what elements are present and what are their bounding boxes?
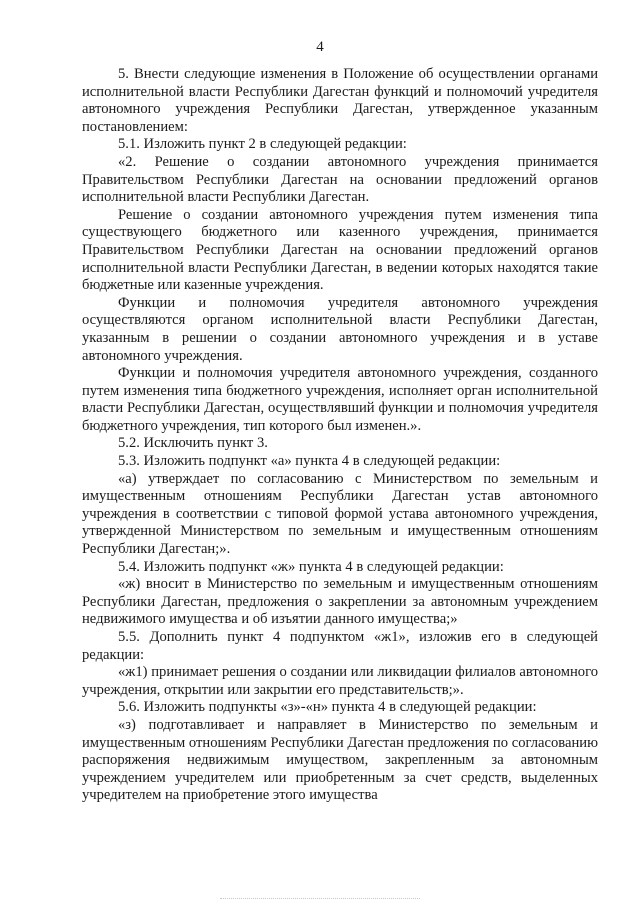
paragraph-type-change-decision: Решение о создании автономного учреждения путем изменения типа существующего бюджетного или казенного учреждения, принимается Правительством Республики Дагестан на основании предложений органов исполнительной власти Республики Дагестан, в ведении которых находятся такие бюджетные или казенные учреждения. [82,206,598,294]
scan-artifact-line [220,898,420,900]
paragraph-subpoint-z: «з) подготавливает и направляет в Министерство по земельным и имущественным отношениям Республики Дагестан предложения по согласованию распоряжения недвижимым имуществом, закрепленным за автономным учреждением учредителем или приобретенным за счет средств, выделенных учредителем на приобретение этого имущества [82,716,598,804]
paragraph-amendments-intro: 5. Внести следующие изменения в Положение об осуществлении органами исполнительной власти Республики Дагестан функций и полномочий учредителя автономного учреждения Республики Дагестан, утвержденное указанным постановлением: [82,66,598,135]
document-body [82,66,598,805]
paragraph-point-2: «2. Решение о создании автономного учреждения принимается Правительством Республики Дагестан на основании предложений органов исполнительной власти Республики Дагестан. [82,153,598,206]
page-number: 4 [316,39,324,55]
paragraph-5-3: 5.3. Изложить подпункт «а» пункта 4 в следующей редакции: [118,453,501,470]
paragraph-subpoint-zh: «ж) вносит в Министерство по земельным и имущественным отношениям Республики Дагестан, предложения о закреплении за автономным учреждением недвижимого имущества и об изъятии данного имущества;» [82,576,598,628]
paragraph-subpoint-a: «а) утверждает по согласованию с Министерством по земельным и имущественным отношениям Республики Дагестан устав автономного учреждения в соответствии с типовой формой устава автономного учреждения, утвержденной Министерством по земельным и имущественным отношениям Республики Дагестан;». [82,470,598,558]
paragraph-5-4: 5.4. Изложить подпункт «ж» пункта 4 в следующей редакции: [118,558,504,575]
paragraph-5-5: 5.5. Дополнить пункт 4 подпунктом «ж1», изложив его в следующей редакции: [82,629,598,663]
paragraph-5-1: 5.1. Изложить пункт 2 в следующей редакции: [118,136,407,153]
paragraph-5-2: 5.2. Исключить пункт 3. [118,435,268,452]
paragraph-founder-functions: Функции и полномочия учредителя автономного учреждения осуществляются органом исполнительной власти Республики Дагестан, указанным в решении о создании автономного учреждения и в уставе автономного учреждения. [82,294,598,364]
paragraph-subpoint-zh1: «ж1) принимает решения о создании или ликвидации филиалов автономного учреждения, открытии или закрытии его представительств;». [82,664,598,698]
paragraph-founder-functions-type-change: Функции и полномочия учредителя автономного учреждения, созданного путем изменения типа бюджетного учреждения, исполняет орган исполнительной власти Республики Дагестан, осуществлявший функции и полномочия учредителя бюджетного учреждения, тип которого был изменен.». [82,365,598,434]
paragraph-5-6: 5.6. Изложить подпункты «з»-«н» пункта 4 в следующей редакции: [118,699,537,716]
